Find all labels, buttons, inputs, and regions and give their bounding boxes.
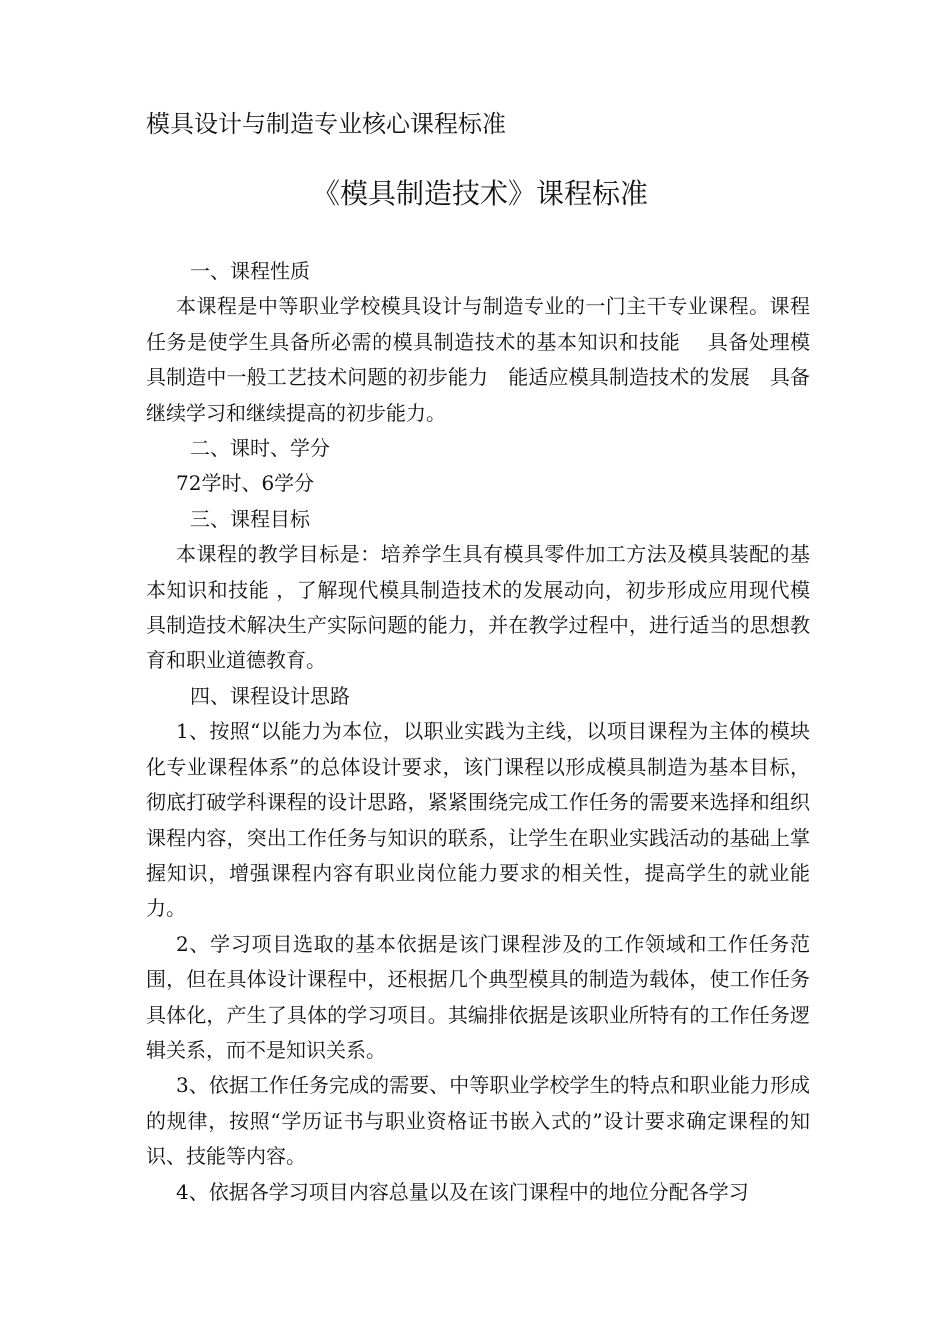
paragraph-design-idea-2: 2、学习项目选取的基本依据是该门课程涉及的工作领域和工作任务范围，但在具体设计课程中，还根据几个典型模具的制造为载体，使工作任务具体化，产生了具体的学习项目。其编排依据是该职业所特有的工作任务逻辑关系，而不是知识关系。 [146,931,810,1062]
paragraph-design-idea-4: 4、依据各学习项目内容总量以及在该门课程中的地位分配各学习 [176,1179,749,1204]
section-heading-course-goals: 三、课程目标 [190,506,310,531]
paragraph-design-idea-3: 3、依据工作任务完成的需要、中等职业学校学生的特点和职业能力形成的规律，按照“学历证书与职业资格证书嵌入式的”设计要求确定课程的知识、技能等内容。 [146,1073,810,1169]
document-body [146,254,810,1210]
hours-credits-value: 72学时、6学分 [176,471,315,496]
document-subtitle: 《模具制造技术》课程标准 [311,177,648,210]
section-heading-design-ideas: 四、课程设计思路 [190,683,350,708]
paragraph-design-idea-1: 1、按照“以能力为本位，以职业实践为主线，以项目课程为主体的模块化专业课程体系”的总体设计要求，该门课程以形成模具制造为基本目标，彻底打破学科课程的设计思路，紧紧围绕完成工作任务的需要来选择和组织课程内容，突出工作任务与知识的联系，让学生在职业实践活动的基础上掌握知识，增强课程内容有职业岗位能力要求的相关性，提高学生的就业能力。 [146,719,810,921]
section-heading-hours-credits: 二、课时、学分 [190,436,330,461]
document-title: 模具设计与制造专业核心课程标准 [146,110,506,138]
paragraph-course-goals: 本课程的教学目标是：培养学生具有模具零件加工方法及模具装配的基本知识和技能 ，了解现代模具制造技术的发展动向，初步形成应用现代模具制造技术解决生产实际问题的能力，并在教学过程中，进行适当的思想教育和职业道德教育。 [146,542,810,673]
paragraph-course-nature: 本课程是中等职业学校模具设计与制造专业的一门主干专业课程。课程任务是使学生具备所必需的模具制造技术的基本知识和技能 具备处理模具制造中一般工艺技术问题的初步能力 能适应模具制造技术的发展 具备继续学习和继续提高的初步能力。 [146,294,810,425]
section-heading-course-nature: 一、课程性质 [190,259,310,283]
